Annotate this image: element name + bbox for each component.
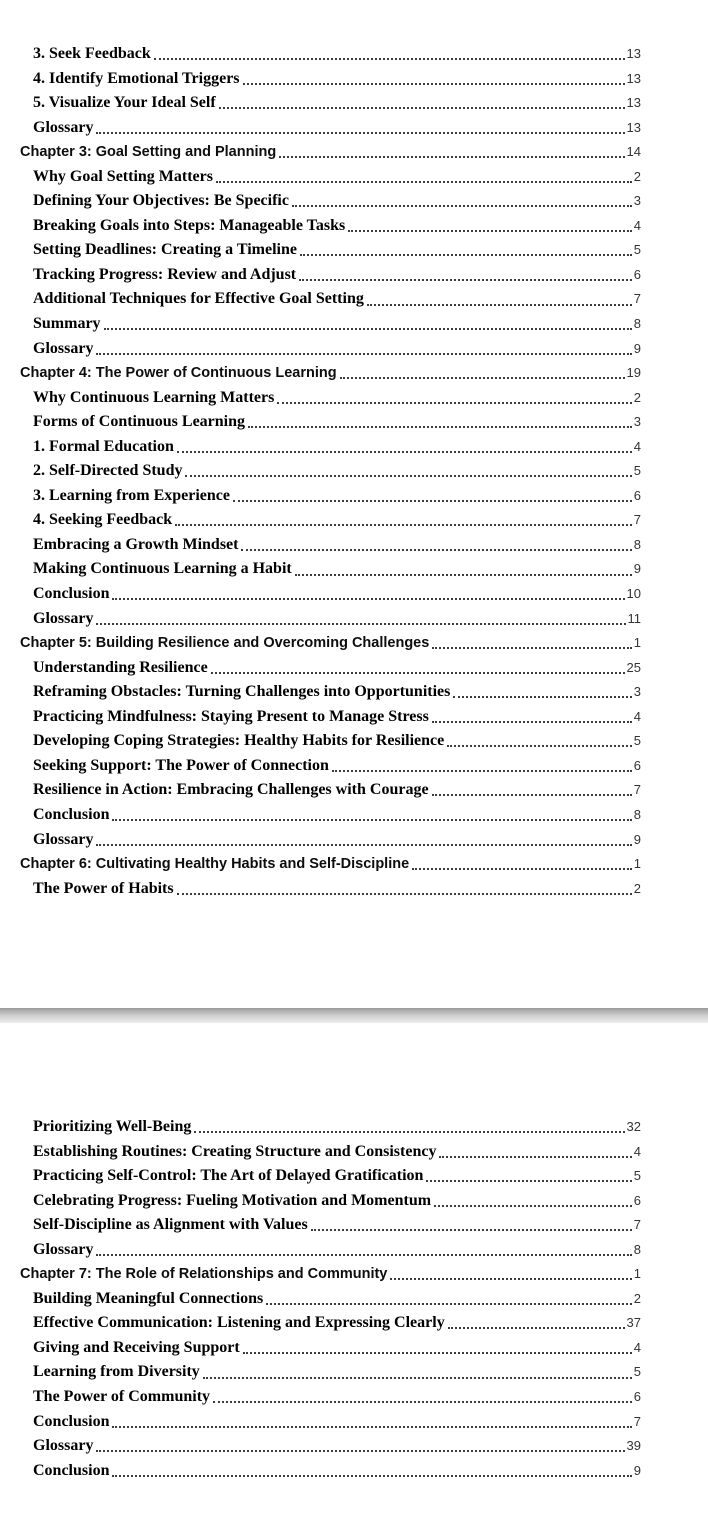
toc-sub-entry[interactable] bbox=[0, 386, 708, 411]
toc-sub-entry[interactable] bbox=[0, 1213, 708, 1238]
toc-page-number: 8 bbox=[633, 536, 641, 552]
toc-page-number: 7 bbox=[633, 1217, 641, 1233]
toc-entry-title: Practicing Self-Control: The Art of Delayed Gratification bbox=[33, 1167, 424, 1185]
toc-sub-entry[interactable] bbox=[0, 435, 708, 460]
toc-entry-title: Conclusion bbox=[33, 585, 110, 603]
toc-sub-entry[interactable] bbox=[0, 263, 708, 288]
toc-sub-entry[interactable] bbox=[0, 1238, 708, 1263]
toc-sub-entry[interactable] bbox=[0, 557, 708, 582]
toc-chapter-entry[interactable] bbox=[0, 140, 708, 165]
toc-page-number: 9 bbox=[633, 1462, 641, 1478]
dot-leader bbox=[185, 475, 631, 477]
dot-leader bbox=[300, 254, 632, 256]
toc-page-number: 19 bbox=[626, 365, 641, 381]
toc-entry-title: Seeking Support: The Power of Connection bbox=[33, 756, 329, 774]
toc-entry-title: Chapter 7: The Role of Relationships and Community bbox=[20, 1266, 388, 1283]
dot-leader bbox=[277, 402, 631, 404]
dot-leader bbox=[340, 377, 625, 379]
dot-leader bbox=[426, 1180, 631, 1182]
dot-leader bbox=[96, 132, 624, 134]
toc-page-number: 6 bbox=[633, 1192, 641, 1208]
dot-leader bbox=[96, 353, 631, 355]
toc-sub-entry[interactable] bbox=[0, 459, 708, 484]
toc-page-number: 4 bbox=[633, 1339, 641, 1355]
toc-sub-entry[interactable] bbox=[0, 1410, 708, 1435]
toc-entry-title: Building Meaningful Connections bbox=[33, 1289, 264, 1307]
toc-list-page-2 bbox=[0, 1115, 708, 1483]
toc-page-number: 4 bbox=[633, 217, 641, 233]
toc-sub-entry[interactable] bbox=[0, 656, 708, 681]
toc-sub-entry[interactable] bbox=[0, 1189, 708, 1214]
toc-entry-title: Understanding Resilience bbox=[33, 658, 208, 676]
toc-entry-title: Making Continuous Learning a Habit bbox=[33, 560, 292, 578]
toc-entry-title: Why Continuous Learning Matters bbox=[33, 388, 275, 406]
toc-entry-title: Additional Techniques for Effective Goal Setting bbox=[33, 290, 364, 308]
dot-leader bbox=[112, 1426, 631, 1428]
toc-entry-title: Giving and Receiving Support bbox=[33, 1338, 240, 1356]
toc-sub-entry[interactable] bbox=[0, 803, 708, 828]
toc-entry-title: Forms of Continuous Learning bbox=[33, 413, 246, 431]
toc-page-number: 1 bbox=[633, 635, 641, 651]
toc-entry-title: Prioritizing Well-Being bbox=[33, 1118, 192, 1135]
toc-entry-title: The Power of Habits bbox=[33, 879, 174, 897]
toc-page-number: 9 bbox=[633, 340, 641, 356]
toc-page-number: 5 bbox=[633, 1364, 641, 1380]
dot-leader bbox=[432, 794, 632, 796]
toc-page-number: 7 bbox=[633, 291, 641, 307]
dot-leader bbox=[248, 426, 632, 428]
toc-page-number: 13 bbox=[626, 70, 641, 86]
dot-leader bbox=[432, 647, 631, 649]
dot-leader bbox=[96, 844, 631, 846]
dot-leader bbox=[194, 1131, 624, 1133]
toc-chapter-entry[interactable] bbox=[0, 852, 708, 877]
dot-leader bbox=[447, 745, 632, 747]
toc-page-number: 13 bbox=[626, 95, 641, 111]
toc-entry-title: Breaking Goals into Steps: Manageable Tasks bbox=[33, 216, 346, 234]
toc-entry-title: Glossary bbox=[33, 1437, 94, 1455]
toc-entry-title: Glossary bbox=[33, 609, 94, 627]
dot-leader bbox=[112, 598, 624, 600]
toc-page-number: 5 bbox=[633, 733, 641, 749]
dot-leader bbox=[96, 1450, 624, 1452]
toc-sub-entry[interactable] bbox=[0, 705, 708, 730]
toc-page-number: 2 bbox=[633, 168, 641, 184]
toc-entry-title: Chapter 5: Building Resilience and Overcoming Challenges bbox=[20, 635, 430, 652]
toc-entry-title: Developing Coping Strategies: Healthy Habits for Resilience bbox=[33, 732, 445, 750]
dot-leader bbox=[104, 328, 632, 330]
toc-entry-title: Glossary bbox=[33, 830, 94, 848]
dot-leader bbox=[453, 696, 631, 698]
toc-page-number: 4 bbox=[633, 438, 641, 454]
toc-sub-entry[interactable] bbox=[0, 189, 708, 214]
toc-entry-title: 2. Self-Directed Study bbox=[33, 462, 183, 480]
toc-sub-entry[interactable] bbox=[0, 1140, 708, 1165]
toc-entry-title: Embracing a Growth Mindset bbox=[33, 535, 239, 553]
dot-leader bbox=[279, 156, 624, 158]
toc-page-number: 8 bbox=[633, 806, 641, 822]
dot-leader bbox=[112, 819, 631, 821]
toc-page-number: 5 bbox=[633, 1168, 641, 1184]
dot-leader bbox=[292, 205, 632, 207]
toc-page-number: 1 bbox=[633, 856, 641, 872]
dot-leader bbox=[432, 721, 632, 723]
toc-entry-title: Conclusion bbox=[33, 805, 110, 823]
toc-page-number: 6 bbox=[633, 1389, 641, 1405]
toc-sub-entry[interactable] bbox=[0, 754, 708, 779]
toc-page-number: 3 bbox=[633, 414, 641, 430]
toc-entry-title: Summary bbox=[33, 315, 101, 333]
toc-sub-entry[interactable] bbox=[0, 877, 708, 902]
toc-page-number: 6 bbox=[633, 757, 641, 773]
toc-page-number: 14 bbox=[626, 144, 641, 160]
toc-sub-entry[interactable] bbox=[0, 1164, 708, 1189]
toc-page-number: 2 bbox=[633, 1290, 641, 1306]
toc-sub-entry[interactable] bbox=[0, 67, 708, 92]
toc-chapter-entry[interactable] bbox=[0, 1262, 708, 1287]
toc-page-number: 11 bbox=[627, 610, 641, 626]
toc-sub-entry[interactable] bbox=[0, 533, 708, 558]
dot-leader bbox=[439, 1156, 631, 1158]
toc-sub-entry[interactable] bbox=[0, 238, 708, 263]
dot-leader bbox=[299, 279, 632, 281]
dot-leader bbox=[412, 868, 632, 870]
toc-entry-title: Chapter 6: Cultivating Healthy Habits and Self-Discipline bbox=[20, 856, 410, 873]
toc-sub-entry[interactable] bbox=[0, 116, 708, 141]
toc-page-number: 7 bbox=[633, 512, 641, 528]
toc-chapter-entry[interactable] bbox=[0, 361, 708, 386]
toc-sub-entry[interactable] bbox=[0, 214, 708, 239]
toc-sub-entry[interactable] bbox=[0, 828, 708, 853]
toc-sub-entry[interactable] bbox=[0, 1115, 708, 1140]
toc-list-page-1 bbox=[0, 42, 708, 901]
dot-leader bbox=[216, 181, 632, 183]
toc-sub-entry[interactable] bbox=[0, 778, 708, 803]
toc-entry-title: Glossary bbox=[33, 118, 94, 136]
toc-sub-entry[interactable] bbox=[0, 680, 708, 705]
toc-sub-entry[interactable] bbox=[0, 1385, 708, 1410]
toc-sub-entry[interactable] bbox=[0, 729, 708, 754]
dot-leader bbox=[434, 1205, 632, 1207]
dot-leader bbox=[211, 672, 625, 674]
dot-leader bbox=[295, 574, 632, 576]
dot-leader bbox=[203, 1377, 632, 1379]
toc-sub-entry[interactable] bbox=[0, 484, 708, 509]
toc-entry-title: Conclusion bbox=[33, 1461, 110, 1479]
toc-entry-title: Learning from Diversity bbox=[33, 1363, 200, 1381]
dot-leader bbox=[241, 549, 631, 551]
toc-sub-entry[interactable] bbox=[0, 1336, 708, 1361]
dot-leader bbox=[243, 83, 625, 85]
toc-page-number: 39 bbox=[626, 1438, 641, 1454]
toc-entry-title: Establishing Routines: Creating Structure and Consistency bbox=[33, 1142, 437, 1160]
dot-leader bbox=[448, 1327, 625, 1329]
toc-page-number: 3 bbox=[633, 684, 641, 700]
toc-sub-entry[interactable] bbox=[0, 410, 708, 435]
toc-entry-title: Practicing Mindfulness: Staying Present to Manage Stress bbox=[33, 707, 429, 725]
dot-leader bbox=[233, 500, 632, 502]
dot-leader bbox=[96, 623, 625, 625]
toc-page-number: 6 bbox=[633, 487, 641, 503]
toc-entry-title: Chapter 4: The Power of Continuous Learning bbox=[20, 365, 337, 382]
toc-page-number: 1 bbox=[633, 1266, 641, 1282]
toc-page-number: 5 bbox=[633, 242, 641, 258]
dot-leader bbox=[177, 451, 632, 453]
toc-sub-entry[interactable] bbox=[0, 1434, 708, 1459]
toc-entry-title: Defining Your Objectives: Be Specific bbox=[33, 192, 289, 210]
toc-entry-title: Glossary bbox=[33, 1240, 94, 1258]
toc-sub-entry[interactable] bbox=[0, 607, 708, 632]
toc-page-number: 7 bbox=[633, 782, 641, 798]
dot-leader bbox=[96, 1254, 631, 1256]
dot-leader bbox=[175, 524, 632, 526]
dot-leader bbox=[112, 1475, 631, 1477]
dot-leader bbox=[311, 1229, 632, 1231]
dot-leader bbox=[348, 230, 632, 232]
page-break-gap bbox=[0, 1008, 708, 1023]
toc-page-number: 5 bbox=[633, 463, 641, 479]
toc-sub-entry[interactable] bbox=[0, 42, 708, 67]
toc-entry-title: Resilience in Action: Embracing Challenges with Courage bbox=[33, 781, 429, 799]
toc-page-number: 8 bbox=[633, 1241, 641, 1257]
toc-entry-title: Glossary bbox=[33, 339, 94, 357]
toc-sub-entry[interactable] bbox=[0, 337, 708, 362]
toc-entry-title: 5. Visualize Your Ideal Self bbox=[33, 94, 216, 112]
toc-chapter-entry[interactable] bbox=[0, 631, 708, 656]
toc-entry-title: 4. Identify Emotional Triggers bbox=[33, 69, 240, 87]
toc-page-number: 2 bbox=[633, 389, 641, 405]
dot-leader bbox=[390, 1278, 631, 1280]
toc-entry-title: Reframing Obstacles: Turning Challenges into Opportunities bbox=[33, 683, 451, 701]
toc-entry-title: 4. Seeking Feedback bbox=[33, 511, 173, 529]
toc-entry-title: 1. Formal Education bbox=[33, 437, 174, 455]
toc-page-number: 9 bbox=[633, 831, 641, 847]
toc-sub-entry[interactable] bbox=[0, 582, 708, 607]
toc-page-number: 7 bbox=[633, 1413, 641, 1429]
toc-entry-title: Chapter 3: Goal Setting and Planning bbox=[20, 144, 277, 161]
toc-entry-title: Why Goal Setting Matters bbox=[33, 167, 213, 185]
dot-leader bbox=[367, 304, 632, 306]
toc-page-number: 6 bbox=[633, 266, 641, 282]
toc-page-number: 25 bbox=[626, 659, 641, 675]
toc-entry-title: Effective Communication: Listening and Expressing Clearly bbox=[33, 1314, 445, 1332]
toc-sub-entry[interactable] bbox=[0, 312, 708, 337]
toc-entry-title: Self-Discipline as Alignment with Values bbox=[33, 1216, 308, 1234]
toc-page-number: 9 bbox=[633, 561, 641, 577]
dot-leader bbox=[177, 893, 632, 895]
dot-leader bbox=[243, 1352, 632, 1354]
toc-page-number: 13 bbox=[626, 119, 641, 135]
toc-page-number: 2 bbox=[633, 880, 641, 896]
toc-entry-title: Conclusion bbox=[33, 1412, 110, 1430]
toc-page-number: 10 bbox=[626, 586, 641, 602]
dot-leader bbox=[219, 107, 625, 109]
toc-page-number: 13 bbox=[626, 46, 641, 61]
toc-entry-title: Setting Deadlines: Creating a Timeline bbox=[33, 241, 297, 259]
document-page-2 bbox=[0, 1023, 708, 1536]
toc-entry-title: Celebrating Progress: Fueling Motivation and Momentum bbox=[33, 1191, 432, 1209]
toc-page-number: 37 bbox=[626, 1315, 641, 1331]
toc-page-number: 8 bbox=[633, 316, 641, 332]
toc-sub-entry[interactable] bbox=[0, 1360, 708, 1385]
toc-page-number: 4 bbox=[633, 708, 641, 724]
toc-sub-entry[interactable] bbox=[0, 1287, 708, 1312]
toc-entry-title: 3. Seek Feedback bbox=[33, 45, 151, 62]
toc-sub-entry[interactable] bbox=[0, 91, 708, 116]
toc-sub-entry[interactable] bbox=[0, 508, 708, 533]
toc-entry-title: 3. Learning from Experience bbox=[33, 486, 231, 504]
toc-entry-title: The Power of Community bbox=[33, 1388, 211, 1406]
toc-sub-entry[interactable] bbox=[0, 1311, 708, 1336]
toc-page-number: 3 bbox=[633, 193, 641, 209]
toc-page-number: 32 bbox=[626, 1119, 641, 1134]
dot-leader bbox=[154, 58, 625, 60]
toc-sub-entry[interactable] bbox=[0, 287, 708, 312]
dot-leader bbox=[332, 770, 632, 772]
toc-page-number: 4 bbox=[633, 1143, 641, 1159]
toc-sub-entry[interactable] bbox=[0, 165, 708, 190]
toc-sub-entry[interactable] bbox=[0, 1459, 708, 1484]
dot-leader bbox=[266, 1303, 631, 1305]
dot-leader bbox=[213, 1401, 632, 1403]
toc-entry-title: Tracking Progress: Review and Adjust bbox=[33, 265, 297, 283]
